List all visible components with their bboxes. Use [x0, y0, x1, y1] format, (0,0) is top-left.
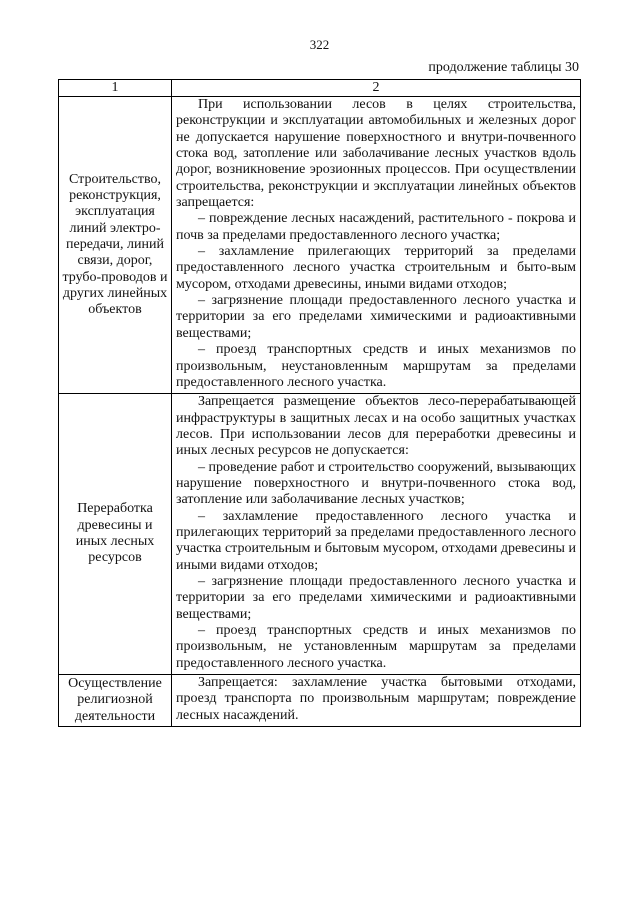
- activity-name: Осуществление религиозной деятельности: [59, 675, 172, 727]
- activity-name: Переработка древесины и иных лесных ресурсов: [59, 394, 172, 675]
- activity-requirements: [172, 97, 581, 394]
- requirement-paragraph: – повреждение лесных насаждений, растительного - покрова и почв за пределами предоставленного лесного участка;: [176, 211, 576, 243]
- activity-requirements: [172, 675, 581, 727]
- requirement-paragraph: – проезд транспортных средств и иных механизмов по произвольным, неустановленным маршрутам за пределами предоставленного лесного участка.: [176, 342, 576, 390]
- activity-name: Строительство, реконструкция, эксплуатация линий электро-передачи, линий связи, дорог, трубо-проводов и других линейных объектов: [59, 97, 172, 394]
- requirement-paragraph: – захламление предоставленного лесного участка и прилегающих территорий за пределами предоставленного лесного участка строительным и бытовым мусором, отходами древесины и иными видами отходов;: [176, 508, 576, 573]
- table-row-religious: [59, 675, 581, 727]
- table-row-construction: [59, 97, 581, 394]
- requirement-paragraph: – проведение работ и строительство сооружений, вызывающих нарушение поверхностного и внутри-почвенного стока вод, затопление или заболачивание лесных участков;: [176, 459, 576, 508]
- requirement-paragraph: – захламление прилегающих территорий за пределами предоставленного лесного участка строительным и быто-вым мусором, отходами древесины, иными видами отходов;: [176, 244, 576, 292]
- requirement-paragraph: При использовании лесов в целях строительства, реконструкции и эксплуатации автомобильных и железных дорог не допускается нарушение поверхностного и внутри-почвенного стока вод, затопление или заболачивание лесных участков вдоль дорог, возникновение эрозионных процессов. При осуществлении строительства, реконструкции и эксплуатации линейных объектов запрещается:: [176, 97, 576, 211]
- requirement-paragraph: Запрещается: захламление участка бытовыми отходами, проезд транспорта по произвольным маршрутам; повреждение лесных насаждений.: [176, 675, 576, 723]
- requirement-paragraph: – загрязнение площади предоставленного лесного участка и территории за его пределами химическими и радиоактивными веществами;: [176, 293, 576, 341]
- page-number: 322: [309, 37, 330, 52]
- activity-requirements: [172, 394, 581, 675]
- requirement-paragraph: Запрещается размещение объектов лесо-перерабатывающей инфраструктуры в защитных лесах и на особо защитных участках лесов. При использовании лесов для переработки древесины и иных лесных ресурсов не допускается:: [176, 394, 576, 459]
- column-header-1: 1: [59, 80, 172, 97]
- requirement-paragraph: – загрязнение площади предоставленного лесного участка и территории за его пределами химическими и радиоактивными веществами;: [176, 573, 576, 622]
- table-continuation-caption: продолжение таблицы 30: [428, 60, 579, 75]
- requirement-paragraph: – проезд транспортных средств и иных механизмов по произвольным, не установленным маршрутам за пределами предоставленного лесного участка.: [176, 623, 576, 671]
- column-header-2: 2: [172, 80, 581, 97]
- table-header-row: [59, 80, 581, 97]
- regulations-table: [58, 79, 581, 727]
- table-row-wood-processing: [59, 394, 581, 675]
